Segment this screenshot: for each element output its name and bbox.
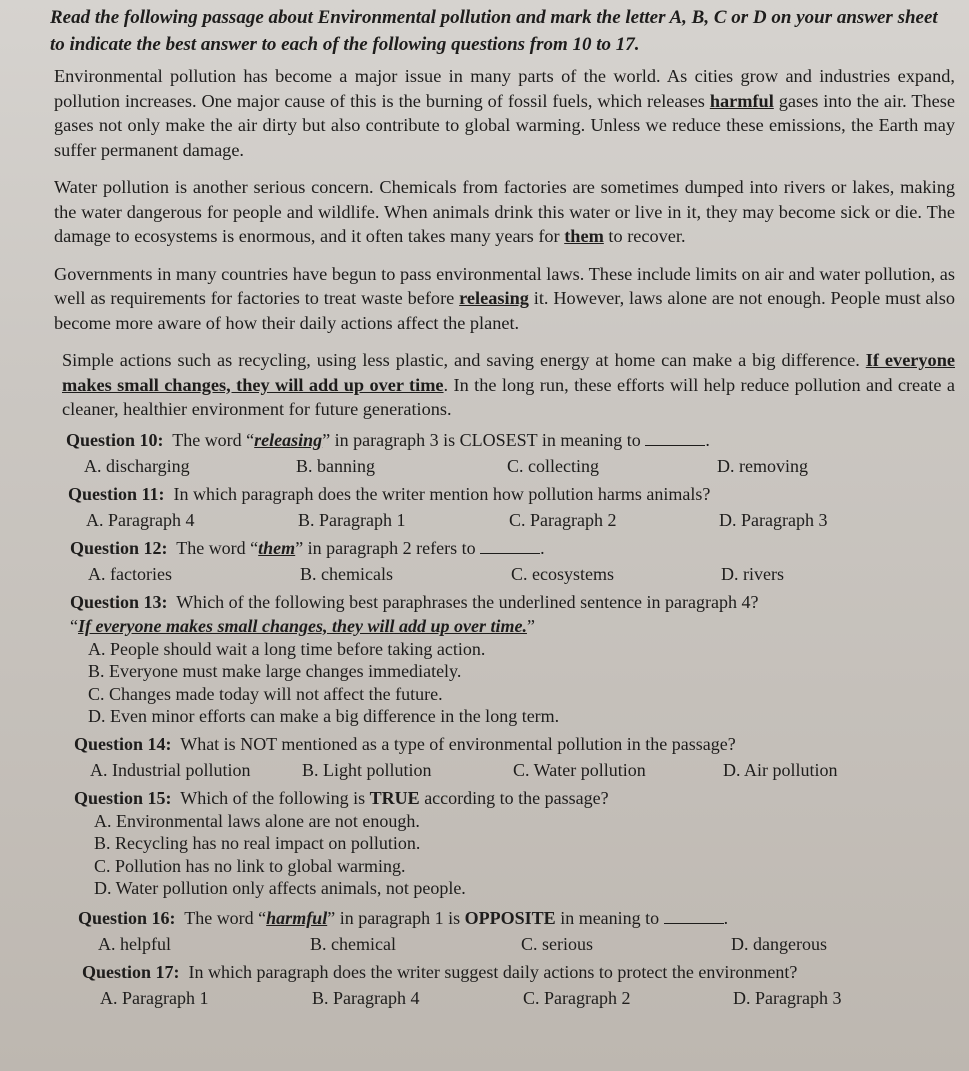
question-17-label: Question 17: xyxy=(82,961,180,982)
q16-post: ” in paragraph 1 is xyxy=(327,907,465,928)
option-b[interactable]: B. chemicals xyxy=(300,563,393,584)
option-c[interactable]: C. serious xyxy=(521,933,593,954)
q15-text-bold: TRUE xyxy=(369,787,420,808)
q10-end: . xyxy=(705,429,710,450)
option-c[interactable]: C. collecting xyxy=(507,455,599,476)
question-12-options xyxy=(70,562,955,586)
option-a[interactable]: A. discharging xyxy=(84,455,190,476)
option-c[interactable]: C. ecosystems xyxy=(511,563,614,584)
p2-text-b: to recover. xyxy=(603,226,686,246)
option-a[interactable]: A. helpful xyxy=(98,933,171,954)
p1-text-a: Environmental pollution has become a major issue in many parts of the world. As cities grow and industries expand, pollution increases. One major cause of this is the burning of fossil fuels, which releases xyxy=(54,66,955,111)
option-d[interactable]: D. Air pollution xyxy=(723,759,838,780)
question-15-stem xyxy=(74,786,955,810)
option-c[interactable]: C. Paragraph 2 xyxy=(523,987,631,1008)
p4-text-a: Simple actions such as recycling, using less plastic, and saving energy at home can make a big difference. xyxy=(62,350,866,370)
answer-blank xyxy=(645,431,705,446)
question-16-options xyxy=(78,932,955,956)
option-d[interactable]: D. rivers xyxy=(721,563,784,584)
q16-pre: The word “ xyxy=(184,907,267,928)
option-d[interactable]: D. Even minor efforts can make a big difference in the long term. xyxy=(88,706,560,726)
question-13-stem xyxy=(70,590,955,614)
option-c[interactable]: C. Changes made today will not affect the future. xyxy=(88,683,443,704)
q17-text: In which paragraph does the writer suggest daily actions to protect the environment? xyxy=(188,961,798,982)
option-c[interactable]: C. Paragraph 2 xyxy=(509,509,617,530)
question-10 xyxy=(50,428,955,478)
option-d[interactable]: D. Paragraph 3 xyxy=(719,509,828,530)
option-b[interactable]: B. Recycling has no real impact on pollution. xyxy=(94,833,421,853)
p2-underlined-word: them xyxy=(564,226,604,246)
answer-blank xyxy=(664,909,724,924)
option-c[interactable]: C. Water pollution xyxy=(513,759,646,780)
option-a[interactable]: A. Paragraph 1 xyxy=(100,987,209,1008)
question-12-stem xyxy=(70,536,955,560)
question-10-label: Question 10: xyxy=(66,429,164,450)
question-14-stem xyxy=(74,732,955,756)
question-13-quote xyxy=(70,614,955,638)
q12-post: ” in paragraph 2 refers to xyxy=(295,537,476,558)
option-b[interactable]: B. chemical xyxy=(310,933,396,954)
question-14-label: Question 14: xyxy=(74,733,172,754)
q16-bold: OPPOSITE xyxy=(464,907,556,928)
q13-quote-text: If everyone makes small changes, they will add up over time. xyxy=(78,615,527,636)
question-11 xyxy=(50,482,955,532)
question-10-stem xyxy=(66,428,955,452)
question-16-stem xyxy=(78,906,955,930)
question-11-options xyxy=(68,508,955,532)
question-16-label: Question 16: xyxy=(78,907,176,928)
option-d[interactable]: D. removing xyxy=(717,455,808,476)
p1-underlined-word: harmful xyxy=(709,90,774,111)
question-14 xyxy=(50,732,955,782)
q15-text-a: Which of the following is xyxy=(180,787,370,808)
q10-post: ” in paragraph 3 is CLOSEST in meaning to xyxy=(322,429,641,450)
question-11-stem xyxy=(68,482,955,506)
q16-post2: in meaning to xyxy=(555,907,660,928)
paragraph-3 xyxy=(50,262,955,336)
option-d[interactable]: D. Water pollution only affects animals, not people. xyxy=(94,878,466,898)
paragraph-2 xyxy=(50,175,955,249)
instructions: Read the following passage about Environmental pollution and mark the letter A, B, C or D on your answer sheet to indicate the best answer to each of the following questions from 10 to 17. xyxy=(50,7,938,55)
q16-end: . xyxy=(723,907,729,928)
question-11-label: Question 11: xyxy=(68,483,165,504)
p2-text-a: Water pollution is another serious concern. Chemicals from factories are sometimes dumped into rivers or lakes, making the water dangerous for people and wildlife. When animals drink this water or live in it, they may become sick or die. The damage to ecosystems is enormous, and it often takes many years for xyxy=(54,177,955,246)
question-13-options xyxy=(70,638,955,728)
paragraph-4 xyxy=(50,348,955,422)
q12-end: . xyxy=(540,537,545,558)
question-10-options xyxy=(66,454,955,478)
question-12 xyxy=(50,536,955,586)
p1-text-b: gases into the air. These gases not only make the air dirty but also contribute to global warming. Unless we reduce these emissions, the Earth may suffer permanent damage. xyxy=(54,90,955,160)
q10-pre: The word “ xyxy=(172,429,255,450)
option-a[interactable]: A. Environmental laws alone are not enough. xyxy=(94,810,420,831)
p4-underlined-sentence: If everyone makes small changes, they will add up over time xyxy=(62,350,955,395)
question-17-stem xyxy=(82,960,955,984)
question-17 xyxy=(50,960,955,1010)
q12-pre: The word “ xyxy=(176,537,259,558)
option-a[interactable]: A. factories xyxy=(88,563,172,584)
p3-text-a: Governments in many countries have begun to pass environmental laws. These include limits on air and water pollution, as well as requirements for factories to treat waste before xyxy=(54,263,955,308)
option-b[interactable]: B. Everyone must make large changes immediately. xyxy=(88,661,462,681)
question-15-label: Question 15: xyxy=(74,787,172,808)
option-b[interactable]: B. Light pollution xyxy=(302,759,432,780)
option-a[interactable]: A. Industrial pollution xyxy=(90,759,251,780)
question-15 xyxy=(50,786,955,900)
q16-word: harmful xyxy=(266,907,328,928)
question-14-options xyxy=(74,758,955,782)
question-13 xyxy=(50,590,955,728)
answer-blank xyxy=(480,539,540,554)
option-d[interactable]: D. dangerous xyxy=(731,933,827,954)
q11-text: In which paragraph does the writer mention how pollution harms animals? xyxy=(173,483,711,504)
option-d[interactable]: D. Paragraph 3 xyxy=(733,987,842,1008)
p4-text-b: . In the long run, these efforts will help reduce pollution and create a cleaner, healthier environment for future generations. xyxy=(62,374,955,419)
option-a[interactable]: A. Paragraph 4 xyxy=(86,509,195,530)
q10-word: releasing xyxy=(254,429,323,450)
q13-quote-close: ” xyxy=(526,615,535,636)
option-b[interactable]: B. Paragraph 1 xyxy=(298,509,406,530)
q13-quote-open: “ xyxy=(70,615,78,636)
question-12-label: Question 12: xyxy=(70,537,168,558)
option-b[interactable]: B. banning xyxy=(296,455,375,476)
q14-text: What is NOT mentioned as a type of environmental pollution in the passage? xyxy=(180,733,736,754)
option-a[interactable]: A. People should wait a long time before taking action. xyxy=(88,638,486,659)
option-b[interactable]: B. Paragraph 4 xyxy=(312,987,420,1008)
p3-text-b: it. However, laws alone are not enough. People must also become more aware of how their daily actions affect the planet. xyxy=(54,288,955,333)
p3-underlined-word: releasing xyxy=(459,288,529,308)
question-13-label: Question 13: xyxy=(70,591,168,612)
question-15-options xyxy=(74,810,955,900)
q13-text: Which of the following best paraphrases the underlined sentence in paragraph 4? xyxy=(176,591,759,612)
question-16 xyxy=(50,906,955,956)
question-17-options xyxy=(82,986,955,1010)
q12-word: them xyxy=(258,537,296,558)
option-c[interactable]: C. Pollution has no link to global warming. xyxy=(94,855,406,876)
paragraph-1 xyxy=(50,64,955,162)
q15-text-b: according to the passage? xyxy=(419,787,609,808)
